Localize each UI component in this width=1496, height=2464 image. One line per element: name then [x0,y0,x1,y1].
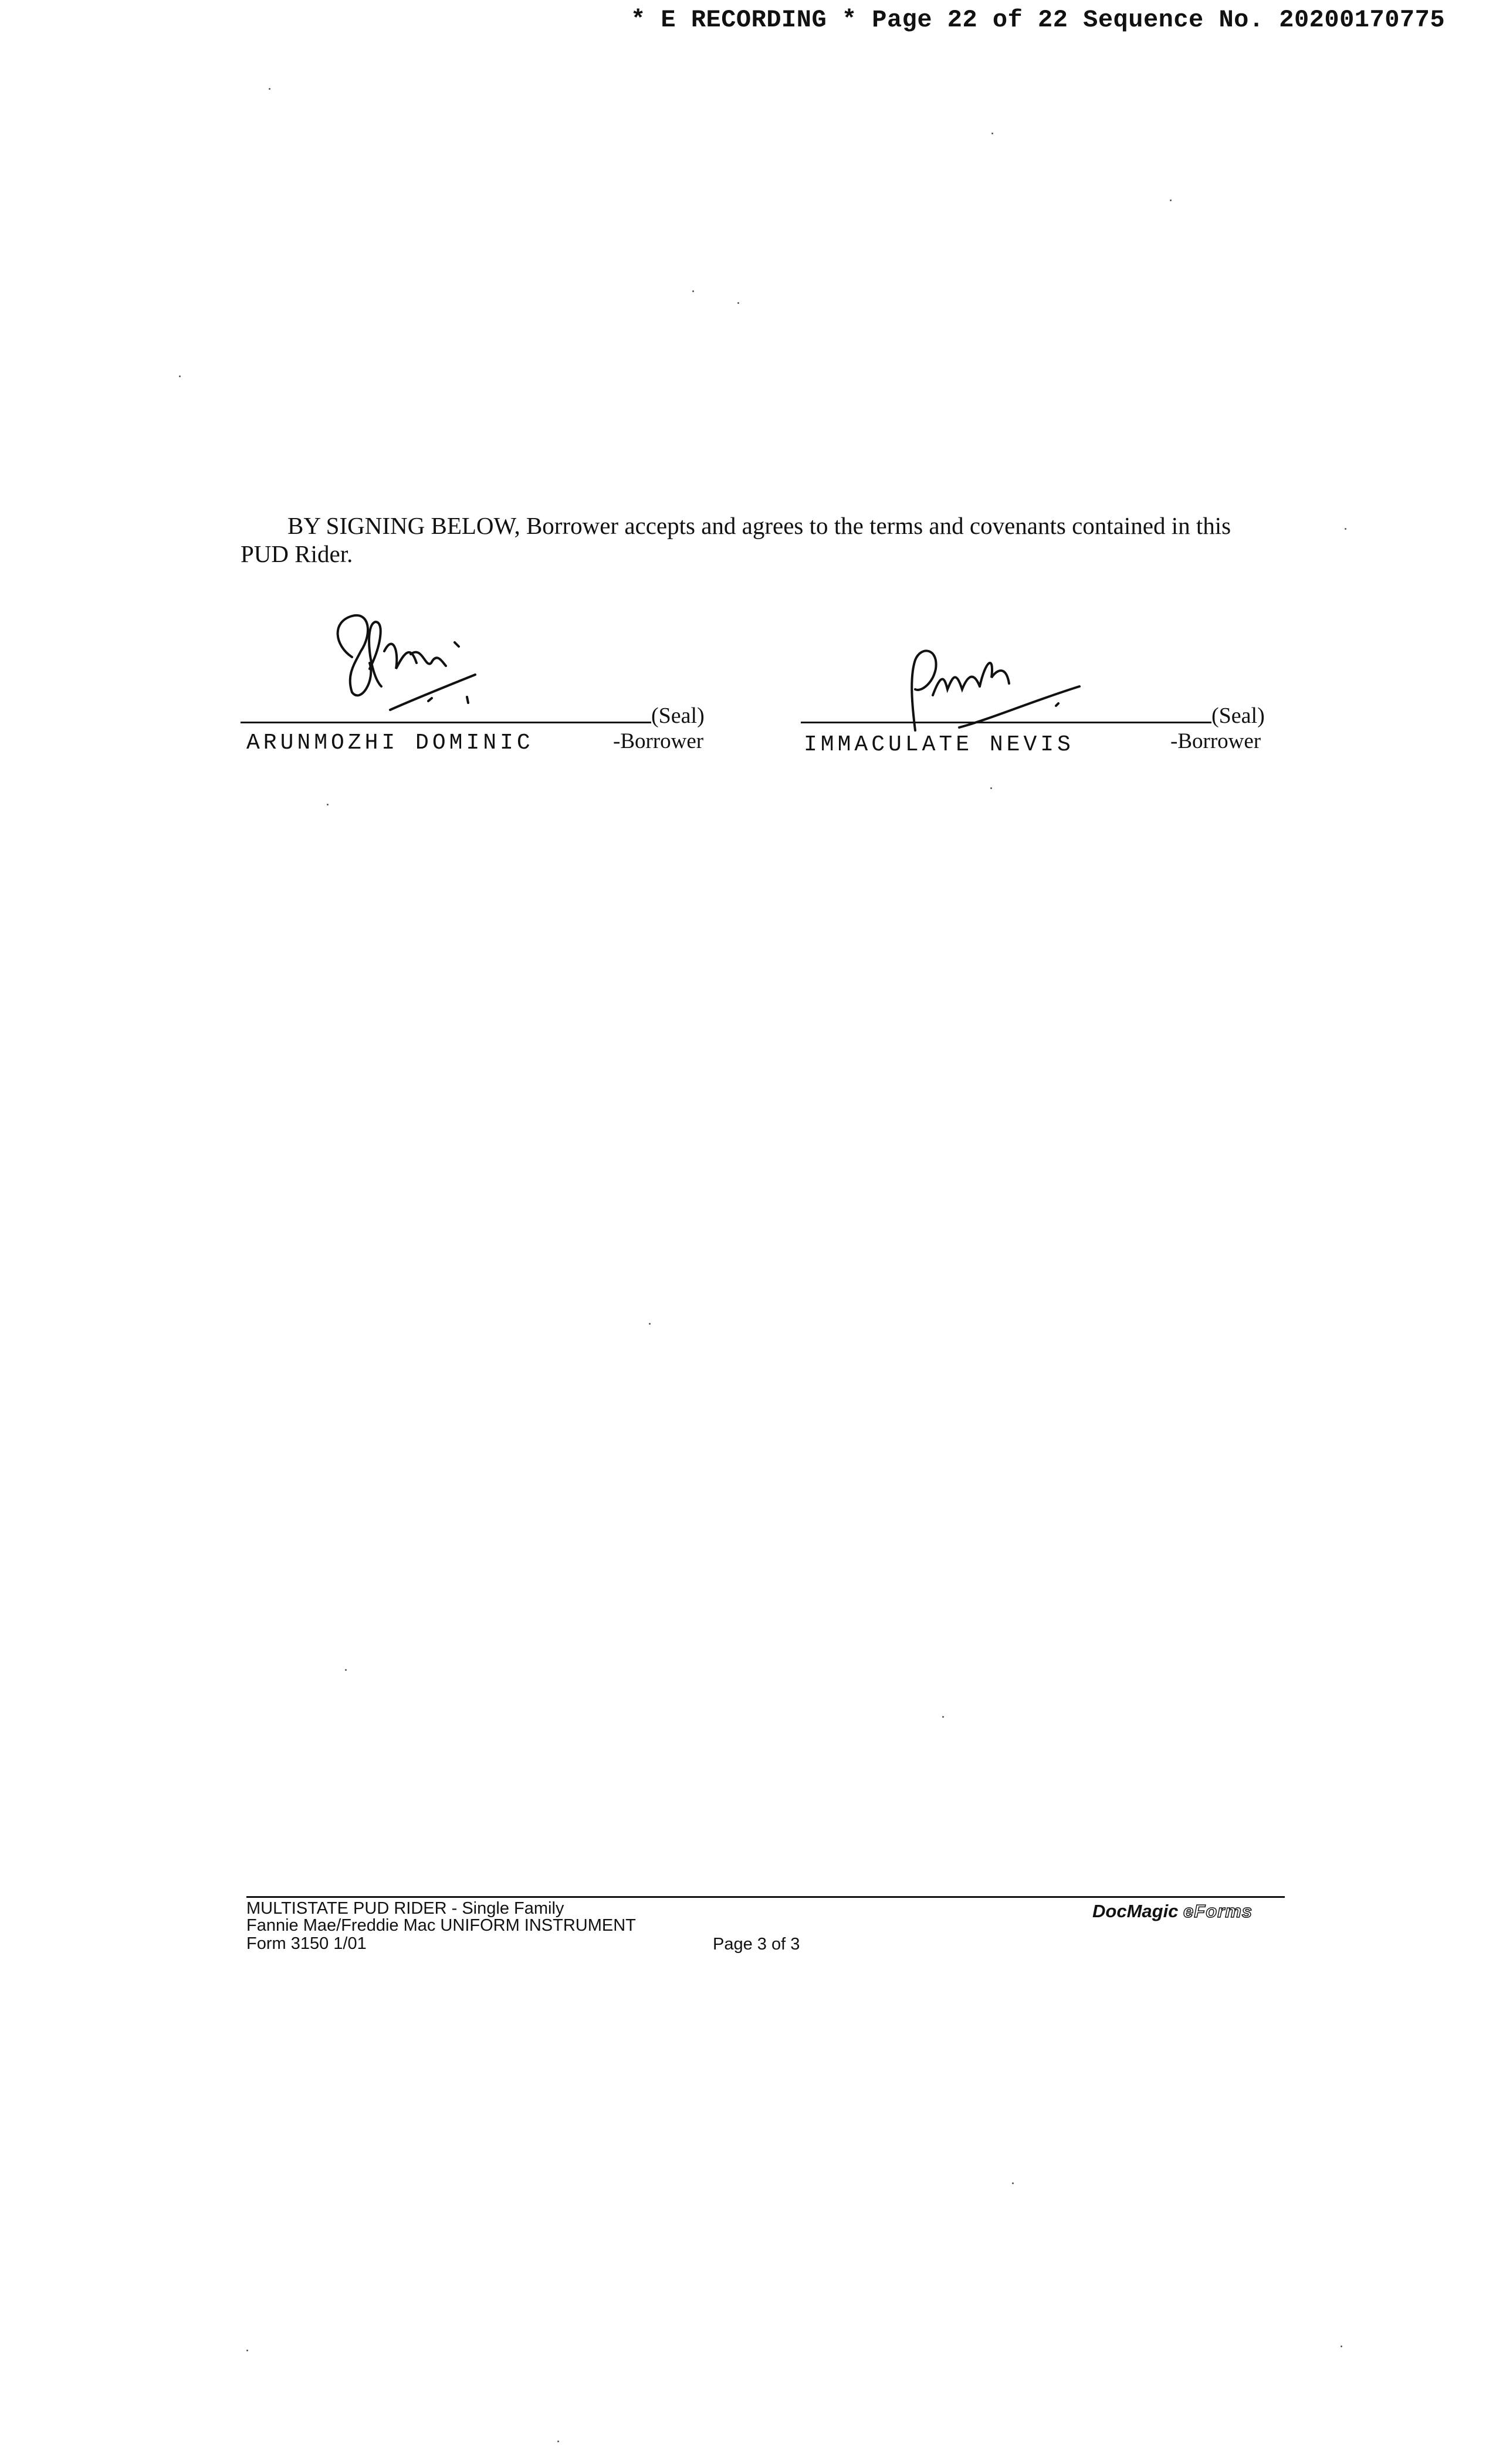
signing-statement-text: BY SIGNING BELOW, Borrower accepts and agrees to the terms and covenants contained in this PUD Rider. [241,512,1231,567]
footer-rule [246,1896,1285,1898]
scan-speck [991,133,993,134]
scan-speck [1345,528,1346,530]
borrower-2-signature [898,642,1097,742]
borrower-1-seal-label: (Seal) [651,703,705,728]
scan-speck [327,804,329,805]
scan-speck [179,375,181,377]
borrower-1-role: -Borrower [613,729,704,753]
scan-speck [737,302,739,304]
footer-form-number: Form 3150 1/01 [246,1934,367,1953]
scan-speck [557,2441,559,2442]
docmagic-logo-outline: eForms [1183,1901,1253,1921]
borrower-2-signature-line [801,722,1211,723]
footer-form-title: MULTISTATE PUD RIDER - Single Family [246,1899,564,1918]
footer-instrument: Fannie Mae/Freddie Mac UNIFORM INSTRUMENT [246,1916,636,1935]
scan-speck [1012,2182,1014,2184]
scan-speck [1170,199,1172,201]
borrower-1-name: ARUNMOZHI DOMINIC [246,730,534,756]
scan-speck [942,1716,944,1718]
scan-speck [649,1323,651,1325]
scan-speck [990,787,992,789]
docmagic-logo [1092,1901,1253,1922]
scan-speck [1341,2345,1342,2347]
signing-statement [241,512,1279,568]
scan-speck [246,2350,248,2351]
scan-speck [269,88,270,90]
borrower-1-signature-line [241,722,651,723]
borrower-1-signature [329,610,499,722]
borrower-2-name: IMMACULATE NEVIS [804,732,1074,757]
borrower-2-role: -Borrower [1170,729,1261,753]
scan-speck [345,1669,347,1671]
footer-page-number: Page 3 of 3 [713,1935,800,1954]
docmagic-logo-bold: DocMagic [1092,1901,1179,1921]
scan-speck [692,290,694,292]
borrower-2-seal-label: (Seal) [1211,703,1265,728]
recording-header: * E RECORDING * Page 22 of 22 Sequence No. 20200170775 [631,6,1446,34]
